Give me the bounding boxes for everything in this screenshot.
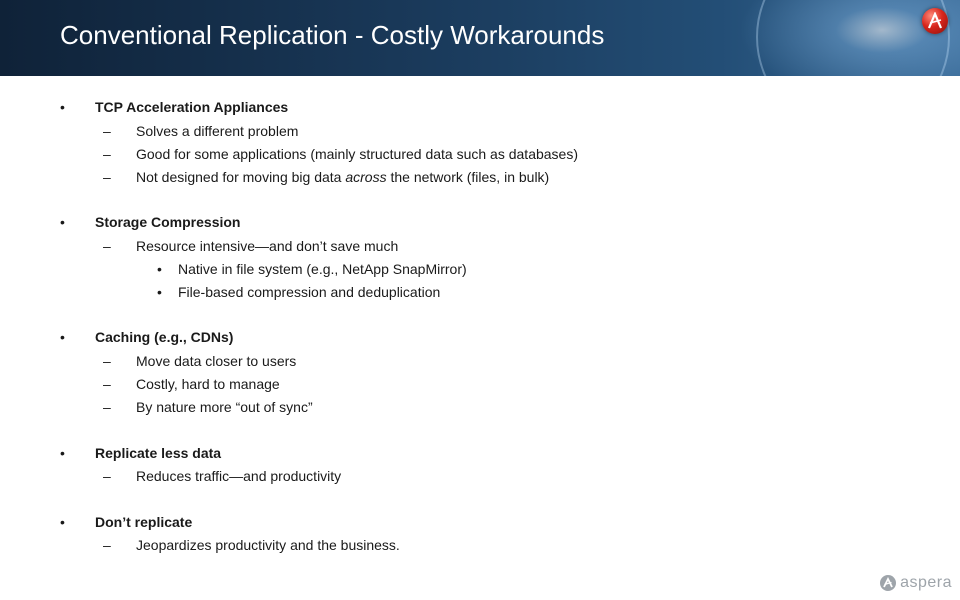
bullet-text: Caching (e.g., CDNs) bbox=[95, 329, 234, 345]
bullet-marker: • bbox=[157, 284, 162, 300]
bullet-marker: • bbox=[60, 99, 65, 115]
bullet-marker: • bbox=[60, 214, 65, 230]
text-segment: the network (files, in bulk) bbox=[386, 169, 550, 185]
dash-marker: – bbox=[103, 376, 111, 392]
sub-bullet-text: By nature more “out of sync” bbox=[136, 399, 313, 415]
dash-marker: – bbox=[103, 146, 111, 162]
sub-bullet-text bbox=[136, 168, 549, 186]
sub-bullet-text: Solves a different problem bbox=[136, 123, 299, 139]
dash-marker: – bbox=[103, 169, 111, 185]
sub-bullet-text: Resource intensive—and don’t save much bbox=[136, 238, 399, 254]
dash-marker: – bbox=[103, 468, 111, 484]
emphasis-text: across bbox=[345, 169, 387, 185]
aspera-logo-icon bbox=[922, 8, 948, 34]
dash-marker: – bbox=[103, 353, 111, 369]
footer-logo-text: aspera bbox=[900, 574, 952, 591]
bullet-text: TCP Acceleration Appliances bbox=[95, 99, 289, 115]
sub-bullet-text: Good for some applications (mainly structured data such as databases) bbox=[136, 146, 579, 162]
bullet-marker: • bbox=[60, 329, 65, 345]
dash-marker: – bbox=[103, 123, 111, 139]
footer-logo bbox=[880, 572, 952, 594]
header-decoration bbox=[756, 0, 950, 76]
bullet-marker: • bbox=[60, 514, 65, 530]
dash-marker: – bbox=[103, 399, 111, 415]
text-segment: Not designed for moving big data bbox=[136, 169, 346, 185]
bullet-text: Storage Compression bbox=[95, 214, 241, 230]
sub-bullet-text: Reduces traffic—and productivity bbox=[136, 468, 342, 484]
dash-marker: – bbox=[103, 238, 111, 254]
dash-marker: – bbox=[103, 537, 111, 553]
bullet-marker: • bbox=[157, 261, 162, 277]
bullet-marker: • bbox=[60, 445, 65, 461]
sub-bullet-text: Move data closer to users bbox=[136, 353, 297, 369]
bullet-text: Replicate less data bbox=[95, 445, 222, 461]
sub-sub-bullet-text: Native in file system (e.g., NetApp SnapMirror) bbox=[178, 261, 467, 277]
sub-sub-bullet-text: File-based compression and deduplication bbox=[178, 284, 441, 300]
sub-bullet-text: Jeopardizes productivity and the business. bbox=[136, 537, 400, 553]
slide-header bbox=[0, 0, 960, 76]
bullet-text: Don’t replicate bbox=[95, 514, 193, 530]
sub-bullet-text: Costly, hard to manage bbox=[136, 376, 280, 392]
aspera-mark-icon bbox=[880, 575, 896, 591]
slide-title: Conventional Replication - Costly Workarounds bbox=[60, 20, 605, 50]
